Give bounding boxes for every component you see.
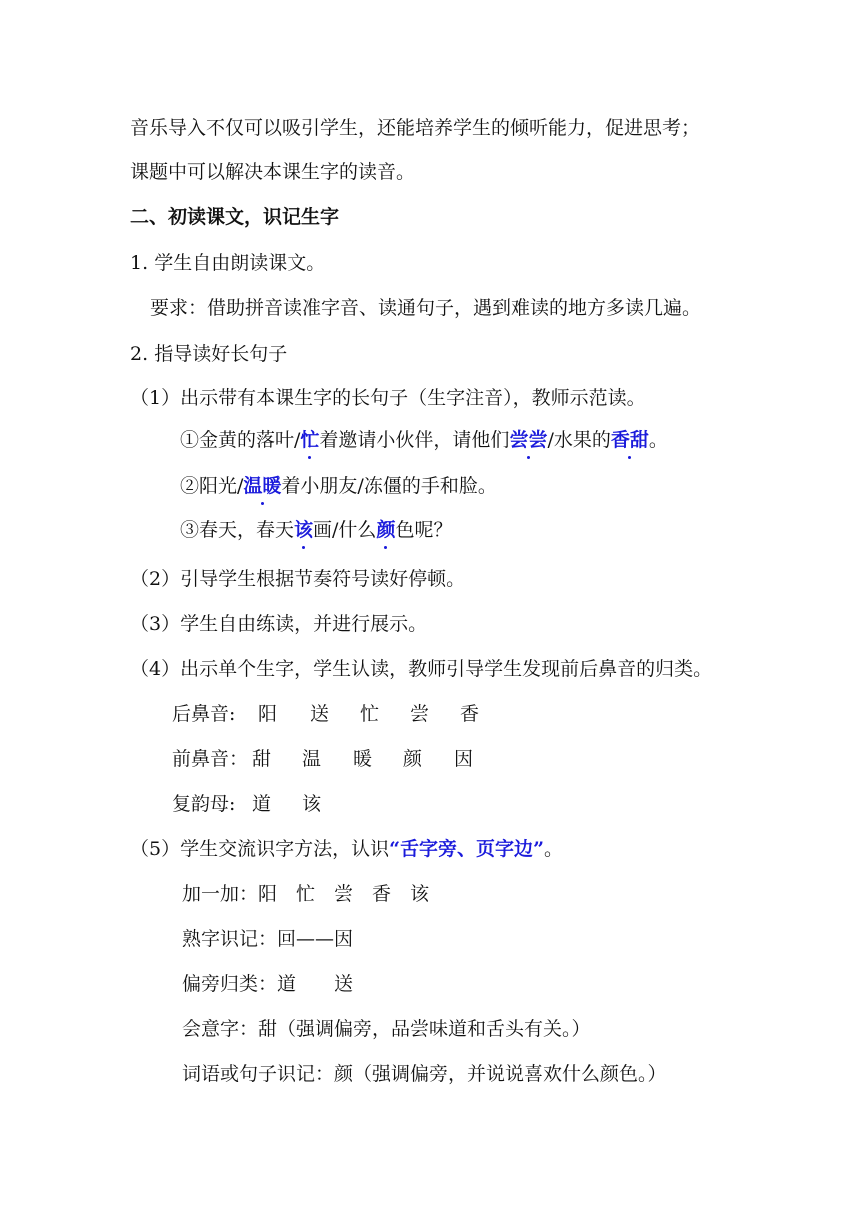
method-value: 道 送	[277, 973, 354, 995]
method-label: 熟字识记：	[182, 928, 278, 950]
sentence-text: ③春天，春天	[180, 519, 295, 541]
step-1-number: 1.	[130, 252, 149, 274]
phonetic-char: 忙	[360, 703, 380, 725]
phonetic-char: 尝	[410, 703, 430, 725]
method-add	[182, 882, 429, 906]
new-char-highlight: 颜	[376, 519, 396, 541]
method-value: 阳 忙 尝 香 该	[258, 883, 430, 905]
new-char-highlight: 尝尝	[509, 429, 548, 451]
sentence-text: 画/什么	[313, 519, 377, 541]
method-label: 加一加：	[182, 883, 259, 905]
sentence-text: ②阳光/	[180, 475, 244, 497]
sub-4-text: 出示单个生字，学生认读，教师引导学生发现前后鼻音的归类。	[180, 658, 713, 680]
quote-open: “	[389, 838, 401, 860]
phonetic-char: 温	[302, 748, 322, 770]
example-sentence-3	[180, 518, 452, 542]
sentence-text: 着邀请小伙伴，请他们	[319, 429, 510, 451]
sentence-text: ①金黄的落叶/	[180, 429, 301, 451]
phonetic-row-back-nasal	[172, 702, 500, 726]
sentence-text: /水果的	[547, 429, 611, 451]
example-sentence-2	[180, 474, 497, 498]
phonetic-char: 因	[454, 748, 474, 770]
phonetic-row-label: 前鼻音：	[172, 748, 249, 770]
method-label: 偏旁归类：	[182, 973, 278, 995]
method-value: 回——因	[277, 928, 354, 950]
step-2	[130, 342, 287, 366]
sentence-text: 。	[648, 429, 668, 451]
step-2-text: 指导读好长句子	[154, 343, 288, 365]
intro-line-1: 音乐导入不仅可以吸引学生，还能培养学生的倾听能力，促进思考；	[130, 117, 701, 139]
method-label: 词语或句子识记：	[182, 1063, 335, 1085]
intro-line-2: 课题中可以解决本课生字的读音。	[130, 161, 416, 183]
phonetic-row-front-nasal	[172, 747, 494, 771]
sub-1-label: （1）	[130, 387, 181, 409]
sub-2	[130, 567, 465, 591]
method-value: 颜（强调偏旁，并说说喜欢什么颜色。）	[334, 1063, 667, 1085]
sub-3	[130, 612, 427, 636]
phonetic-char: 送	[310, 703, 330, 725]
sub-4-label: （4）	[130, 658, 181, 680]
sub-3-text: 学生自由练读，并进行展示。	[180, 613, 428, 635]
radical-highlight: 舌字旁、页字边	[400, 838, 534, 860]
phonetic-char: 香	[460, 703, 480, 725]
phonetic-row-label: 后鼻音:	[172, 703, 236, 725]
phonetic-char: 颜	[403, 748, 423, 770]
example-sentence-1	[180, 428, 668, 452]
section-heading: 二、初读课文，识记生字	[130, 206, 340, 228]
step-1-text: 学生自由朗读课文。	[154, 252, 326, 274]
sentence-text: 着小朋友/冻僵的手和脸。	[281, 475, 497, 497]
step-2-number: 2.	[130, 343, 149, 365]
new-char-highlight: 忙	[300, 429, 320, 451]
new-char-highlight: 香甜	[610, 429, 649, 451]
sub-5-text: 学生交流识字方法，认识	[180, 838, 390, 860]
sub-2-text: 引导学生根据节奏符号读好停顿。	[180, 568, 466, 590]
phonetic-char: 该	[302, 793, 322, 815]
sub-5	[130, 837, 563, 861]
phonetic-char: 阳	[258, 703, 278, 725]
quote-close: ”	[533, 838, 544, 860]
phonetic-row-label: 复韵母:	[172, 793, 236, 815]
method-radical	[182, 972, 353, 996]
method-familiar	[182, 927, 353, 951]
new-char-highlight: 温暖	[243, 475, 282, 497]
sentence-text: 色呢？	[395, 519, 453, 541]
sub-3-label: （3）	[130, 613, 181, 635]
sub-5-text-end: 。	[544, 838, 564, 860]
phonetic-row-compound-final	[172, 792, 342, 816]
sub-4	[130, 657, 712, 681]
sub-5-label: （5）	[130, 838, 181, 860]
step-1-requirement: 要求：借助拼音读准字音、读通句子，遇到难读的地方多读几遍。	[150, 297, 702, 319]
phonetic-char: 甜	[252, 748, 272, 770]
step-1	[130, 251, 325, 275]
sub-1	[130, 386, 646, 410]
method-ideogram	[182, 1017, 591, 1041]
phonetic-char: 暖	[353, 748, 373, 770]
sub-1-text: 出示带有本课生字的长句子（生字注音），教师示范读。	[180, 387, 646, 409]
method-words	[182, 1062, 667, 1086]
new-char-highlight: 该	[294, 519, 314, 541]
sub-2-label: （2）	[130, 568, 181, 590]
method-value: 甜（强调偏旁，品尝味道和舌头有关。）	[258, 1018, 591, 1040]
method-label: 会意字：	[182, 1018, 259, 1040]
phonetic-char: 道	[252, 793, 272, 815]
